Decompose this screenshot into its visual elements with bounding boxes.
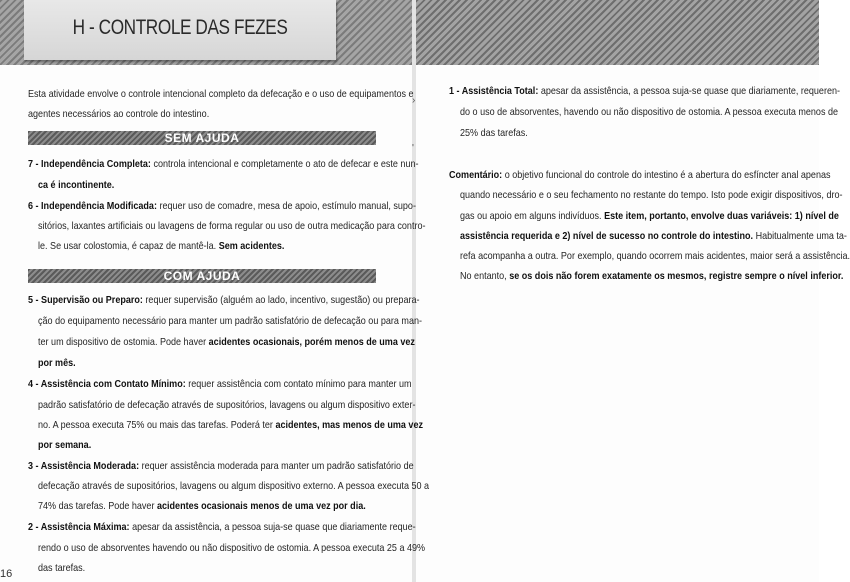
comment-line-5: refa acompanha a outra. Por exemplo, quando ocorrem mais acidentes, maior será a assistência. bbox=[460, 250, 850, 262]
item-1-line-1: 1 - Assistência Total: apesar da assistência, a pessoa suja-se quase que diariamente, requeren- bbox=[449, 85, 841, 97]
item-7-line-1: 7 - Independência Completa: controla intencional e completamente o ato de defecar e este nun- bbox=[28, 158, 419, 170]
section-header-com-ajuda bbox=[28, 269, 376, 283]
item-7-line-2: ca é incontinente. bbox=[38, 179, 115, 191]
section-title: COM AJUDA bbox=[163, 269, 241, 283]
item-4-line-2: padrão satisfatório de defecação através de supositórios, lavagens ou algum dispositivo exter- bbox=[38, 399, 416, 411]
item-6-line-2: sitórios, laxantes artificiais ou lavagens de forma regular ou uso de outra medicação para contro- bbox=[38, 220, 426, 232]
section-header-sem-ajuda bbox=[28, 131, 376, 145]
item-5-line-3: ter um dispositivo de ostomia. Pode haver acidentes ocasionais, porém menos de uma vez bbox=[38, 336, 415, 348]
header-band-right bbox=[416, 0, 819, 65]
item-1-line-2: do o uso de absorventes, havendo ou não dispositivo de ostomia. A pessoa executa menos de bbox=[460, 106, 839, 118]
item-4-line-3: no. A pessoa executa 75% ou mais das tarefas. Poderá ter acidentes, mas menos de uma vez bbox=[38, 419, 423, 431]
comment-line-4: assistência requerida e 2) nível de sucesso no controle do intestino. Habitualmente uma ta- bbox=[460, 230, 847, 242]
section-title: SEM AJUDA bbox=[164, 131, 240, 145]
item-6-line-3: le. Se usar colostomia, é capaz de mantê-la. Sem acidentes. bbox=[38, 240, 285, 252]
intro-line-2: agentes necessários ao controle do intestino. bbox=[28, 108, 210, 120]
comment-line-3: gas ou apoio em alguns indivíduos. Este item, portanto, envolve duas variáveis: 1) nível de bbox=[460, 210, 839, 222]
comment-line-6: No entanto, se os dois não forem exatamente os mesmos, registre sempre o nível inferior. bbox=[460, 270, 844, 282]
item-4-line-4: por semana. bbox=[38, 439, 92, 451]
item-5-line-4: por mês. bbox=[38, 357, 76, 369]
item-1-line-3: 25% das tarefas. bbox=[460, 127, 528, 139]
page-number: 16 bbox=[0, 568, 13, 580]
item-3-line-2: defecação através de supositórios, lavagens ou algum dispositivo externo. A pessoa executa 50 a bbox=[38, 480, 430, 492]
item-2-line-3: das tarefas. bbox=[38, 562, 86, 574]
item-4-line-1: 4 - Assistência com Contato Mínimo: requer assistência com contato mínimo para manter um bbox=[28, 378, 412, 390]
margin-mark: › bbox=[412, 95, 416, 106]
intro-line-1: Esta atividade envolve o controle intencional completo da defecação e o uso de equipamentos e bbox=[28, 88, 414, 100]
item-2-line-1: 2 - Assistência Máxima: apesar da assistência, a pessoa suja-se quase que diariamente reque- bbox=[28, 521, 416, 533]
comment-line-2: quando necessário e o seu fechamento no restante do tempo. Isto pode exigir dispositivos, dro- bbox=[460, 189, 843, 201]
item-3-line-3: 74% das tarefas. Pode haver acidentes ocasionais menos de uma vez por dia. bbox=[38, 500, 366, 512]
item-5-line-2: ção do equipamento necessário para manter um padrão satisfatório de defecação ou para man- bbox=[38, 315, 423, 327]
page-title: H - CONTROLE DAS FEZES bbox=[72, 16, 288, 39]
title-box bbox=[24, 0, 336, 60]
item-3-line-1: 3 - Assistência Moderada: requer assistência moderada para manter um padrão satisfatório de bbox=[28, 460, 414, 472]
comment-line-1: Comentário: o objetivo funcional do controle do intestino é a abertura do esfíncter anal apenas bbox=[449, 169, 831, 181]
item-6-line-1: 6 - Independência Modificada: requer uso de comadre, mesa de apoio, estímulo manual, supo- bbox=[28, 200, 416, 212]
margin-mark: ' bbox=[412, 143, 414, 154]
item-2-line-2: rendo o uso de absorventes havendo ou não dispositivo de ostomia. A pessoa executa 25 a 49% bbox=[38, 542, 426, 554]
item-5-line-1: 5 - Supervisão ou Preparo: requer supervisão (alguém ao lado, incentivo, sugestão) ou prepara- bbox=[28, 294, 420, 306]
